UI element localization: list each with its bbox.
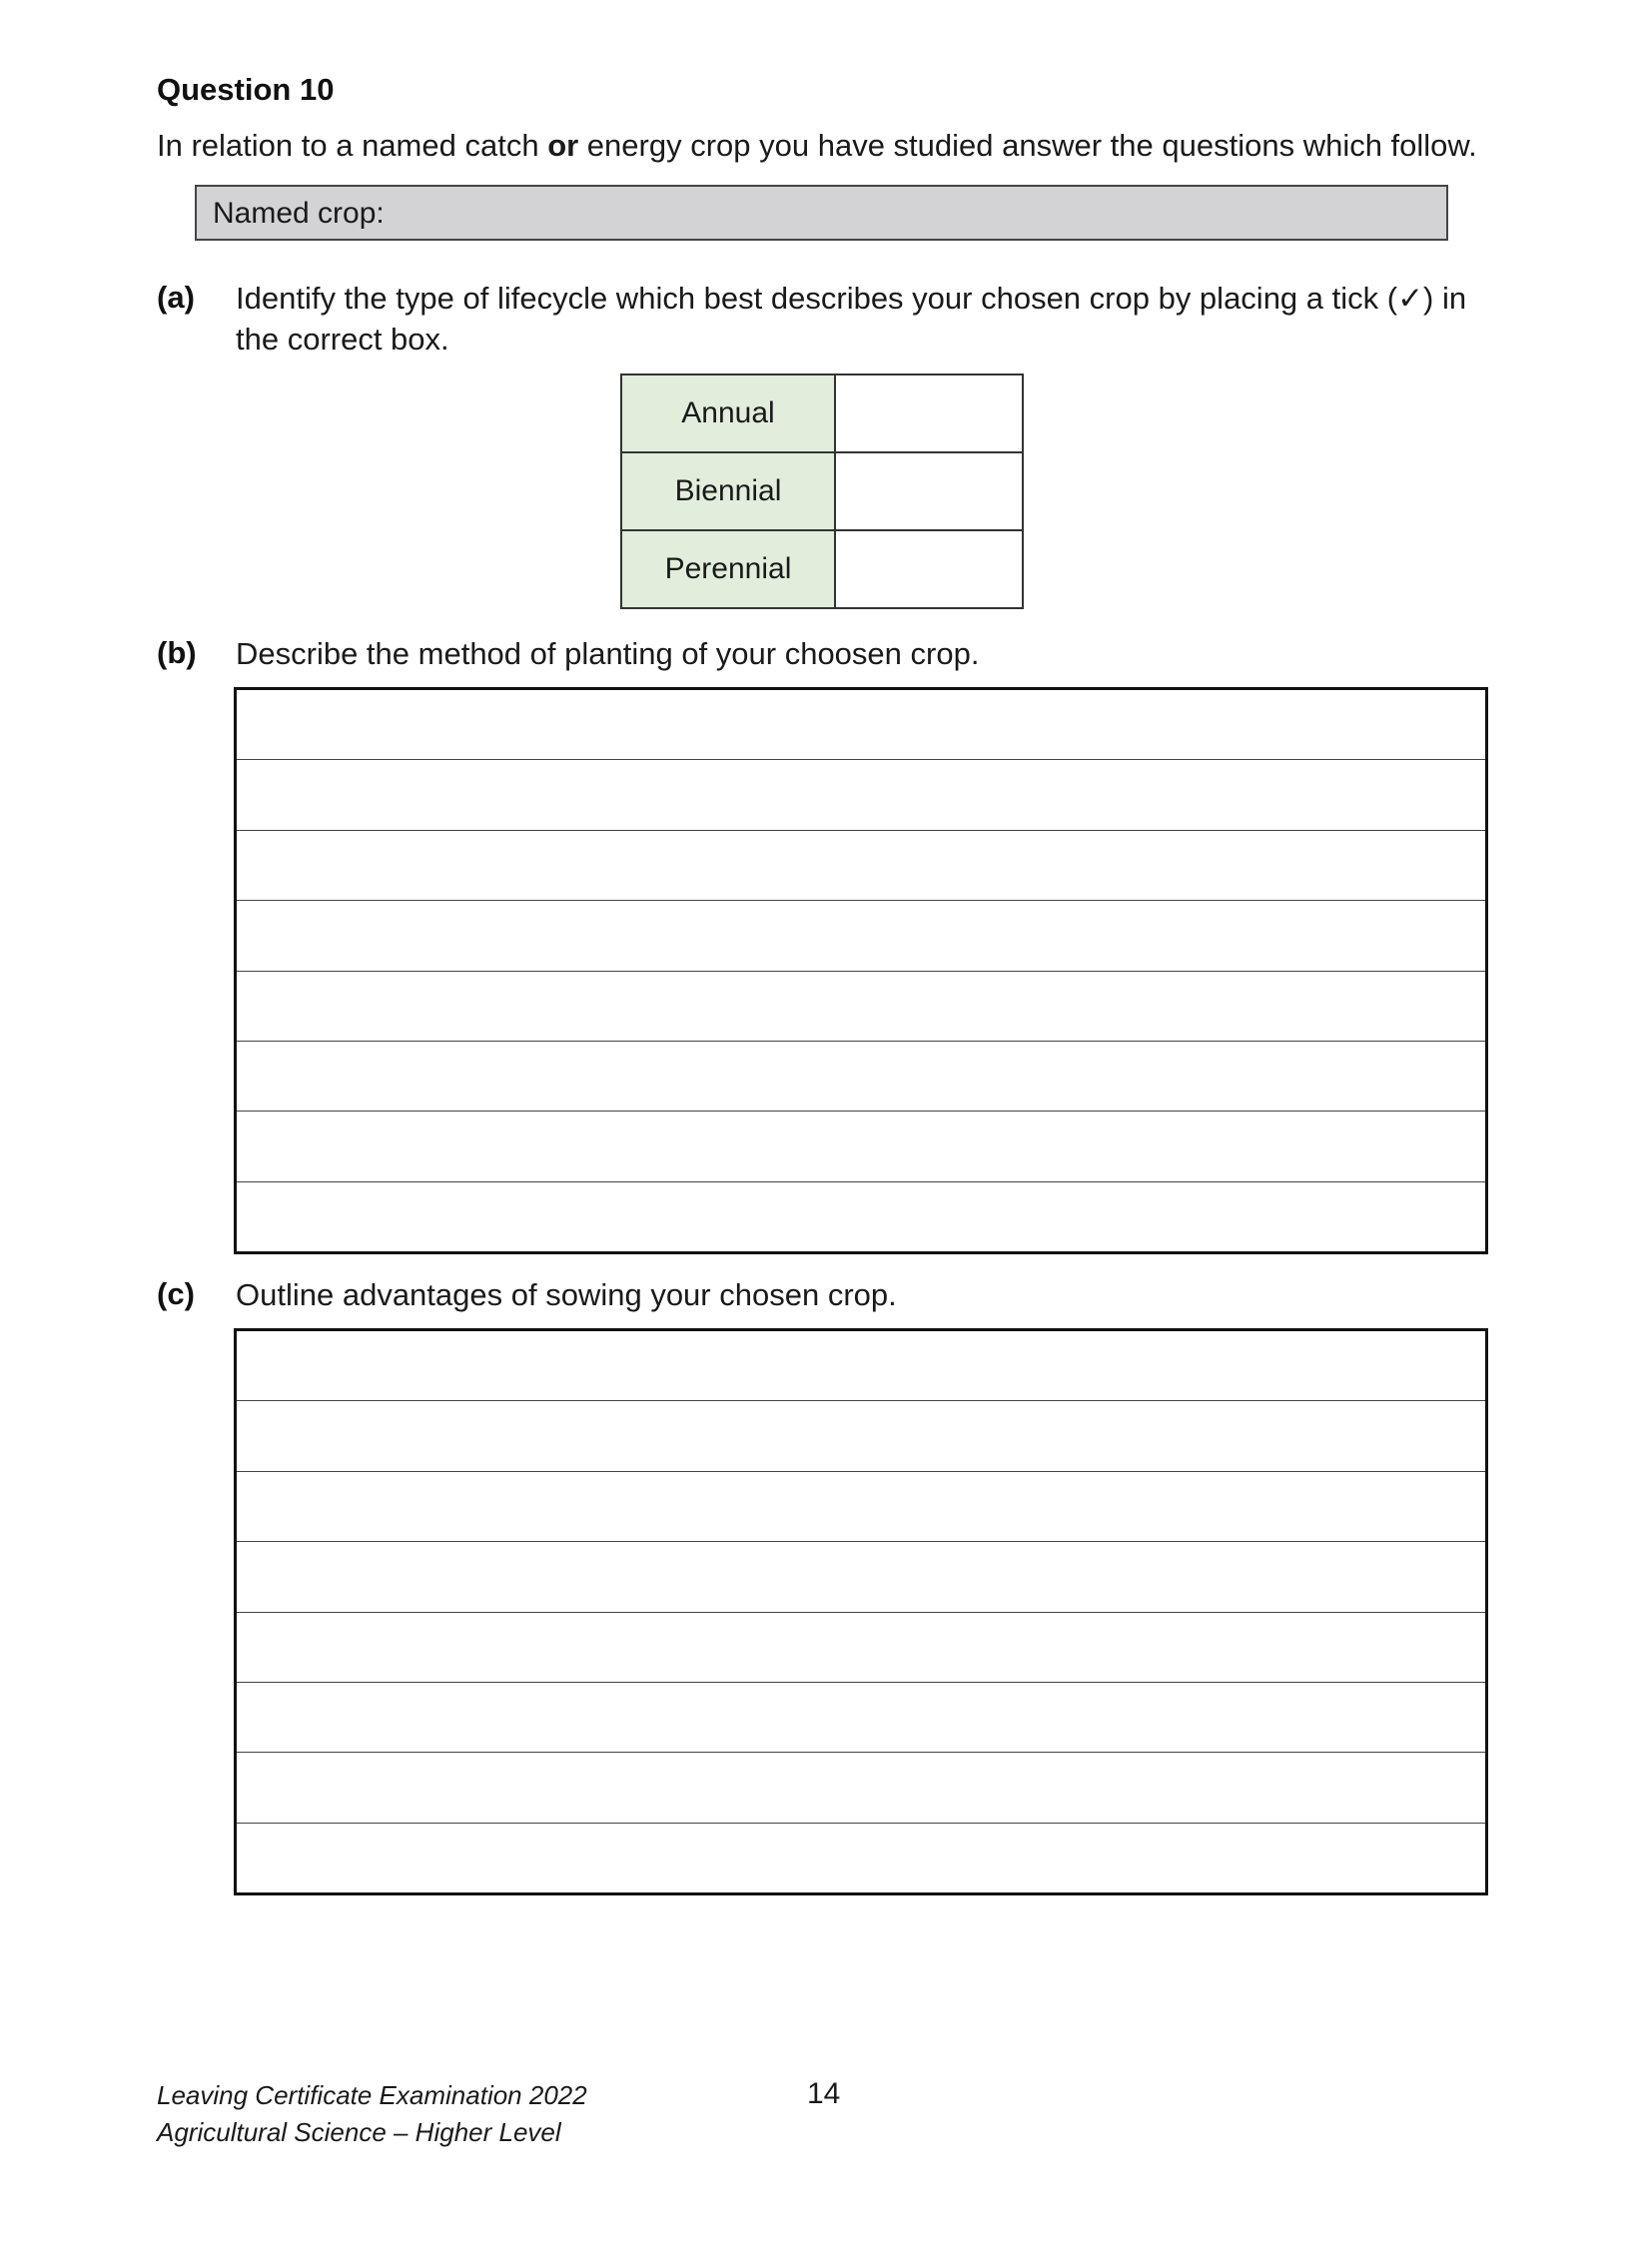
answer-line[interactable] — [237, 1182, 1485, 1251]
intro-text-after: energy crop you have studied answer the questions which follow. — [578, 128, 1477, 163]
question-title: Question 10 — [157, 72, 335, 107]
lifecycle-row-annual — [621, 375, 1023, 452]
tick-box-perennial[interactable] — [835, 530, 1023, 608]
footer-exam-info — [157, 2077, 587, 2151]
named-crop-field[interactable] — [195, 185, 1448, 241]
part-c-question: Outline advantages of sowing your chosen crop. — [236, 1277, 897, 1312]
intro-text-bold: or — [547, 128, 579, 163]
part-a-label: (a) — [157, 280, 195, 315]
part-a-text-line1: Identify the type of lifecycle which best describes your chosen crop by placing a tick (✓) in — [236, 281, 1467, 316]
answer-line[interactable] — [237, 831, 1485, 901]
footer-subject-level: Agricultural Science – Higher Level — [157, 2117, 561, 2147]
part-b-answer-box[interactable] — [234, 687, 1488, 1254]
part-c-answer-box[interactable] — [234, 1328, 1488, 1895]
part-a-text-line2: the correct box. — [236, 322, 449, 357]
answer-line[interactable] — [237, 1542, 1485, 1612]
tick-box-biennial[interactable] — [835, 452, 1023, 530]
answer-line[interactable] — [237, 1112, 1485, 1181]
tick-box-annual[interactable] — [835, 375, 1023, 452]
lifecycle-row-perennial — [621, 530, 1023, 608]
answer-line[interactable] — [237, 760, 1485, 830]
part-a-question — [236, 278, 1466, 360]
part-b-question: Describe the method of planting of your choosen crop. — [236, 636, 980, 671]
answer-line[interactable] — [237, 1042, 1485, 1112]
lifecycle-option-biennial: Biennial — [621, 452, 835, 530]
lifecycle-table — [620, 374, 1024, 609]
part-c-label: (c) — [157, 1276, 195, 1311]
question-intro — [157, 128, 1477, 164]
part-b-label: (b) — [157, 635, 197, 670]
lifecycle-row-biennial — [621, 452, 1023, 530]
answer-line[interactable] — [237, 1331, 1485, 1401]
intro-text-before: In relation to a named catch — [157, 128, 548, 163]
lifecycle-option-perennial: Perennial — [621, 530, 835, 608]
lifecycle-option-annual: Annual — [621, 375, 835, 452]
answer-line[interactable] — [237, 1683, 1485, 1753]
answer-line[interactable] — [237, 1613, 1485, 1683]
named-crop-label: Named crop: — [213, 197, 385, 230]
answer-line[interactable] — [237, 972, 1485, 1042]
answer-line[interactable] — [237, 1472, 1485, 1542]
answer-line[interactable] — [237, 1753, 1485, 1823]
answer-line[interactable] — [237, 1824, 1485, 1892]
footer-exam-name: Leaving Certificate Examination 2022 — [157, 2080, 587, 2110]
answer-line[interactable] — [237, 901, 1485, 971]
page-number: 14 — [807, 2077, 841, 2110]
answer-line[interactable] — [237, 690, 1485, 760]
answer-line[interactable] — [237, 1401, 1485, 1471]
